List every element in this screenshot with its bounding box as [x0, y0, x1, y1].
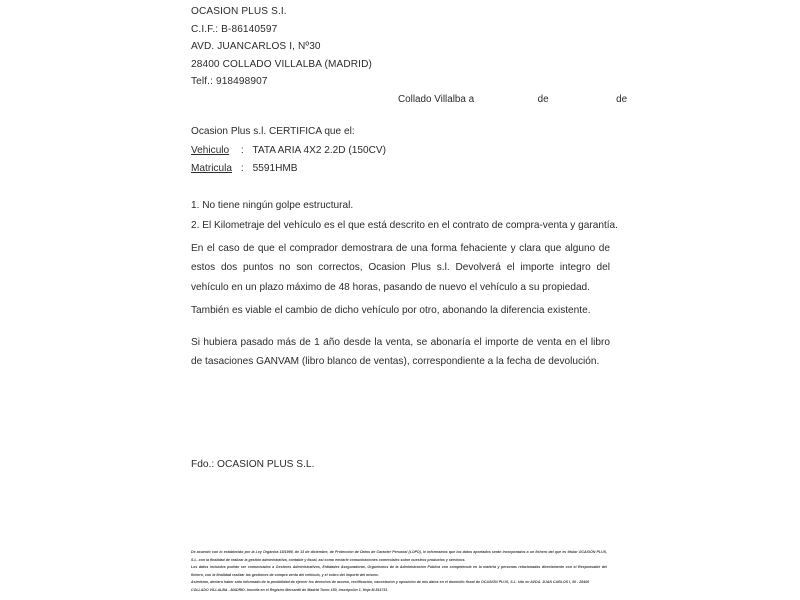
date-line	[398, 94, 627, 105]
paragraph-ganvam: Si hubiera pasado más de 1 año desde la venta, se abonaría el importe de venta en el libro de tasaciones GANVAM (libro blanco de ventas), correspondiente a la fecha de devolución.	[191, 337, 610, 368]
letterhead-company: OCASION PLUS S.I.	[191, 6, 287, 17]
legal-footer-line-3: Asimismo, declaro haber sido informado de la posibilidad de ejercer los derechos de acceso, rectificación, cancelación y oposición de mis datos en el domicilio fiscal de OCASIÓN PLUS, S.L. sito en AVDA. JUAN CARLOS I, 30 - 28400 COLLADO VILLALBA - MADRID. Inscrita en el Registro Mercantil de Madrid Tomo 150, inscripción 1, Hoja M-511731	[191, 580, 590, 592]
legal-footer-line-1: De acuerdo con lo establecido por la Ley Orgánica 15/1999, de 13 de diciembre, de Protección de Datos de Carácter Personal (LOPD), le informamos que los datos aportados serán incorporados a un fichero del que es titular OCASIÓN PLUS, S.L. con la finalidad de realizar la gestión administrativa, contable y fiscal, así como enviarle comunicaciones comerciales sobre nuestros productos y servicios.	[191, 550, 607, 562]
vehicle-fields	[191, 142, 386, 177]
plate-value: 5591HMB	[252, 162, 298, 174]
date-line-place: Collado Villalba a	[398, 94, 475, 105]
certifica-intro: Ocasion Plus s.l. CERTIFICA que el:	[191, 126, 355, 137]
date-line-de-2: de	[616, 94, 628, 105]
paragraph-refund: En el caso de que el comprador demostrara de una forma fehaciente y clara que alguno de estos dos puntos no son correctos, Ocasion Plus s.l. Devolverá el importe integro del vehículo en un plazo máximo de 48 horas, pasando de nuevo el vehículo a su propiedad.	[191, 243, 610, 293]
legal-footer-line-2: Los datos incluidos podrán ser comunicados a Gestores Administrativos, Entidades Aseguradoras, Organismos de la Administración Pública con competencia en la materia y personas relacionadas directamente con el Responsable del fichero, con la finalidad realizar las gestiones de compra venta del vehículo, y el cobro del importe del mismo.	[191, 565, 607, 577]
certified-point-2: 2. El Kilometraje del vehículo es el que está descrito en el contrato de compra-venta y garantía.	[191, 219, 618, 231]
plate-row	[191, 160, 386, 178]
vehicle-separator: :	[240, 145, 244, 156]
letterhead	[191, 3, 491, 91]
letterhead-phone: Telf.: 918498907	[191, 76, 268, 88]
certified-points	[191, 196, 618, 235]
letterhead-city: 28400 COLLADO VILLALBA (MADRID)	[191, 58, 372, 70]
letterhead-cif: C.I.F.: B-86140597	[191, 23, 278, 35]
certified-point-1: 1. No tiene ningún golpe estructural.	[191, 200, 354, 211]
date-line-de-1: de	[537, 94, 549, 105]
legal-footer	[191, 549, 607, 594]
paragraph-exchange: También es viable el cambio de dicho vehículo por otro, abonando la diferencia existente.	[191, 305, 591, 316]
plate-separator: :	[240, 162, 244, 174]
vehicle-label: Vehiculo	[191, 145, 230, 156]
letterhead-address: AVD. JUANCARLOS I, Nº30	[191, 41, 321, 53]
vehicle-value: TATA ARIA 4X2 2.2D (150CV)	[252, 145, 386, 156]
signature-line: Fdo.: OCASION PLUS S.L.	[191, 459, 315, 470]
vehicle-row	[191, 142, 386, 160]
plate-label: Matricula	[191, 162, 232, 174]
